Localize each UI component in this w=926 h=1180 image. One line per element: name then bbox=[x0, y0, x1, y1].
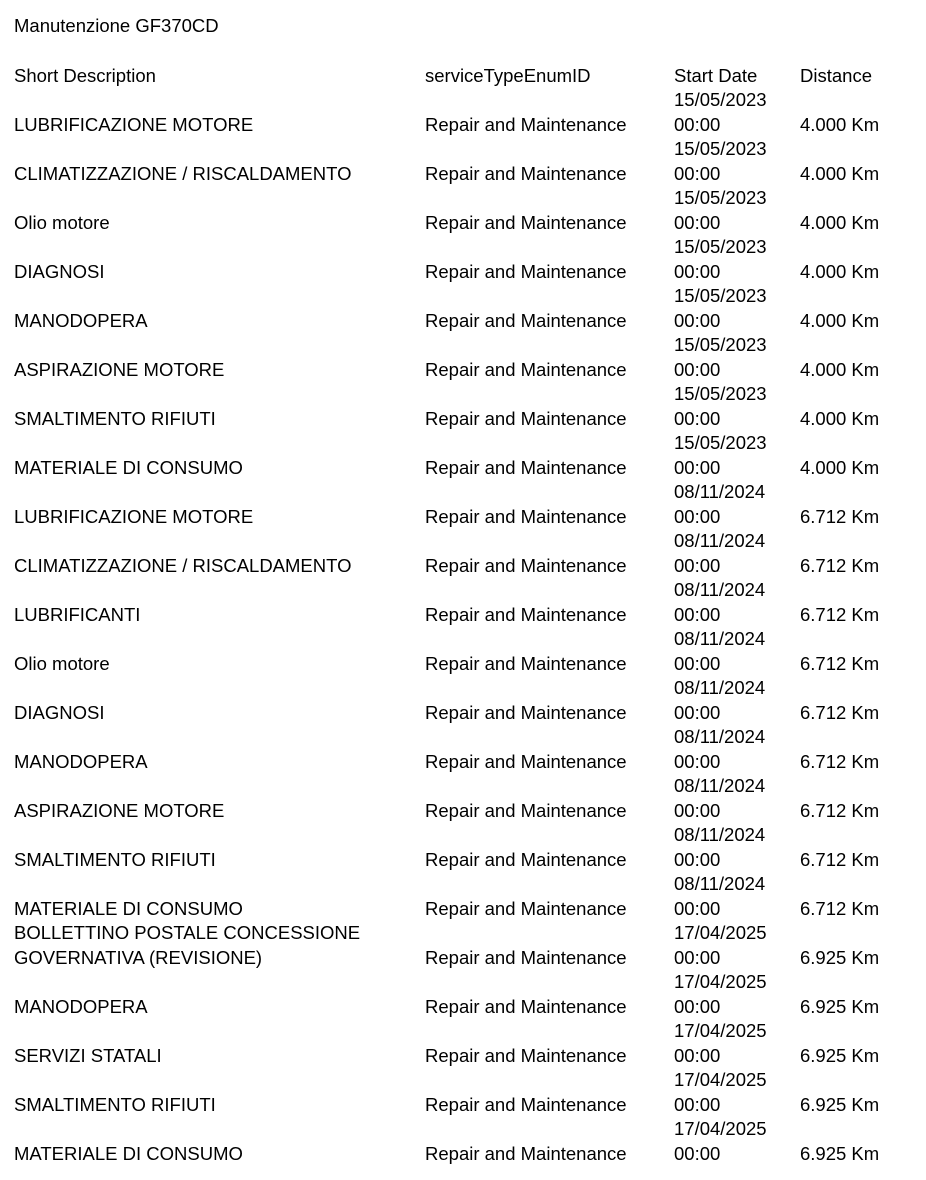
start-date-cell bbox=[674, 284, 767, 333]
table-row bbox=[0, 333, 926, 382]
table-row bbox=[0, 970, 926, 1019]
service-type-cell: Repair and Maintenance bbox=[425, 652, 627, 674]
table-row bbox=[0, 88, 926, 137]
start-date-time: 00:00 bbox=[674, 505, 721, 527]
start-date-time: 00:00 bbox=[674, 1044, 721, 1066]
short-description-line: GOVERNATIVA (REVISIONE) bbox=[14, 946, 263, 968]
start-date-time: 00:00 bbox=[674, 1142, 721, 1164]
start-date-time: 00:00 bbox=[674, 211, 721, 233]
start-date-day: 08/11/2024 bbox=[674, 677, 766, 698]
short-description-cell bbox=[14, 1142, 243, 1167]
short-description-line: SMALTIMENTO RIFIUTI bbox=[14, 1093, 216, 1115]
distance-cell: 4.000 Km bbox=[800, 358, 880, 380]
short-description-line: DIAGNOSI bbox=[14, 260, 105, 282]
start-date-cell bbox=[674, 88, 767, 137]
table-row bbox=[0, 137, 926, 186]
start-date-day: 15/05/2023 bbox=[674, 432, 767, 453]
service-type-cell: Repair and Maintenance bbox=[425, 897, 627, 919]
table-row bbox=[0, 774, 926, 823]
start-date-cell bbox=[674, 529, 765, 578]
start-date-cell bbox=[674, 970, 767, 1019]
start-date-time: 00:00 bbox=[674, 652, 721, 674]
start-date-day: 15/05/2023 bbox=[674, 383, 767, 404]
table-row bbox=[0, 382, 926, 431]
short-description-line: CLIMATIZZAZIONE / RISCALDAMENTO bbox=[14, 162, 352, 184]
start-date-time: 00:00 bbox=[674, 603, 721, 625]
distance-cell: 6.712 Km bbox=[800, 799, 880, 821]
short-description-line: BOLLETTINO POSTALE CONCESSIONE bbox=[14, 922, 361, 943]
service-type-cell: Repair and Maintenance bbox=[425, 1093, 627, 1115]
table-row bbox=[0, 823, 926, 872]
maintenance-table-body bbox=[0, 88, 926, 1166]
service-type-cell: Repair and Maintenance bbox=[425, 946, 627, 968]
start-date-time: 00:00 bbox=[674, 162, 721, 184]
start-date-day: 17/04/2025 bbox=[674, 1118, 767, 1139]
start-date-time: 00:00 bbox=[674, 701, 721, 723]
start-date-day: 17/04/2025 bbox=[674, 1069, 767, 1090]
service-type-cell: Repair and Maintenance bbox=[425, 750, 627, 772]
start-date-day: 08/11/2024 bbox=[674, 579, 766, 600]
short-description-cell bbox=[14, 358, 224, 383]
short-description-line: Olio motore bbox=[14, 211, 110, 233]
short-description-cell bbox=[14, 921, 360, 970]
start-date-cell bbox=[674, 1068, 767, 1117]
start-date-cell bbox=[674, 774, 765, 823]
service-type-cell: Repair and Maintenance bbox=[425, 456, 627, 478]
table-row bbox=[0, 284, 926, 333]
start-date-day: 15/05/2023 bbox=[674, 236, 767, 257]
distance-cell: 4.000 Km bbox=[800, 407, 880, 429]
distance-cell: 6.925 Km bbox=[800, 1093, 880, 1115]
start-date-cell bbox=[674, 235, 767, 284]
start-date-time: 00:00 bbox=[674, 995, 721, 1017]
start-date-day: 08/11/2024 bbox=[674, 530, 766, 551]
start-date-day: 08/11/2024 bbox=[674, 628, 766, 649]
start-date-day: 15/05/2023 bbox=[674, 334, 767, 355]
table-row bbox=[0, 627, 926, 676]
service-type-cell: Repair and Maintenance bbox=[425, 162, 627, 184]
short-description-line: ASPIRAZIONE MOTORE bbox=[14, 799, 225, 821]
short-description-cell bbox=[14, 897, 243, 922]
start-date-day: 15/05/2023 bbox=[674, 138, 767, 159]
service-type-cell: Repair and Maintenance bbox=[425, 554, 627, 576]
short-description-cell bbox=[14, 211, 110, 236]
short-description-line: MANODOPERA bbox=[14, 750, 148, 772]
start-date-time: 00:00 bbox=[674, 358, 721, 380]
short-description-line: MANODOPERA bbox=[14, 995, 148, 1017]
start-date-cell bbox=[674, 431, 767, 480]
start-date-day: 17/04/2025 bbox=[674, 1020, 767, 1041]
short-description-cell bbox=[14, 309, 148, 334]
start-date-cell bbox=[674, 823, 765, 872]
distance-cell: 6.712 Km bbox=[800, 505, 880, 527]
distance-cell: 6.712 Km bbox=[800, 897, 880, 919]
column-header-distance: Distance bbox=[800, 65, 872, 86]
service-type-cell: Repair and Maintenance bbox=[425, 603, 627, 625]
start-date-time: 00:00 bbox=[674, 407, 721, 429]
start-date-day: 08/11/2024 bbox=[674, 726, 766, 747]
service-type-cell: Repair and Maintenance bbox=[425, 407, 627, 429]
service-type-cell: Repair and Maintenance bbox=[425, 995, 627, 1017]
service-type-cell: Repair and Maintenance bbox=[425, 1044, 627, 1066]
start-date-time: 00:00 bbox=[674, 799, 721, 821]
start-date-day: 15/05/2023 bbox=[674, 187, 767, 208]
table-header bbox=[0, 64, 926, 88]
short-description-cell bbox=[14, 750, 148, 775]
table-row bbox=[0, 1117, 926, 1166]
distance-cell: 6.712 Km bbox=[800, 750, 880, 772]
short-description-cell bbox=[14, 1044, 162, 1069]
short-description-line: LUBRIFICAZIONE MOTORE bbox=[14, 113, 254, 135]
short-description-line: LUBRIFICANTI bbox=[14, 603, 141, 625]
service-type-cell: Repair and Maintenance bbox=[425, 358, 627, 380]
table-row bbox=[0, 578, 926, 627]
start-date-day: 17/04/2025 bbox=[674, 922, 767, 943]
short-description-cell bbox=[14, 505, 253, 530]
short-description-cell bbox=[14, 554, 352, 579]
start-date-time: 00:00 bbox=[674, 946, 721, 968]
start-date-cell bbox=[674, 480, 765, 529]
start-date-time: 00:00 bbox=[674, 554, 721, 576]
start-date-day: 08/11/2024 bbox=[674, 775, 766, 796]
short-description-line: MATERIALE DI CONSUMO bbox=[14, 456, 243, 478]
start-date-cell bbox=[674, 627, 765, 676]
distance-cell: 6.925 Km bbox=[800, 946, 880, 968]
table-row bbox=[0, 235, 926, 284]
distance-cell: 6.925 Km bbox=[800, 1044, 880, 1066]
distance-cell: 6.712 Km bbox=[800, 652, 880, 674]
short-description-cell bbox=[14, 995, 148, 1020]
distance-cell: 4.000 Km bbox=[800, 260, 880, 282]
short-description-line: SMALTIMENTO RIFIUTI bbox=[14, 848, 216, 870]
start-date-time: 00:00 bbox=[674, 750, 721, 772]
distance-cell: 4.000 Km bbox=[800, 456, 880, 478]
short-description-cell bbox=[14, 162, 352, 187]
start-date-day: 15/05/2023 bbox=[674, 89, 767, 110]
distance-cell: 6.712 Km bbox=[800, 701, 880, 723]
short-description-cell bbox=[14, 799, 224, 824]
service-type-cell: Repair and Maintenance bbox=[425, 848, 627, 870]
service-type-cell: Repair and Maintenance bbox=[425, 260, 627, 282]
short-description-line: ASPIRAZIONE MOTORE bbox=[14, 358, 225, 380]
table-row bbox=[0, 480, 926, 529]
column-header-service-type: serviceTypeEnumID bbox=[425, 65, 591, 86]
distance-cell: 4.000 Km bbox=[800, 162, 880, 184]
table-row bbox=[0, 1068, 926, 1117]
start-date-day: 15/05/2023 bbox=[674, 285, 767, 306]
service-type-cell: Repair and Maintenance bbox=[425, 701, 627, 723]
short-description-cell bbox=[14, 456, 243, 481]
start-date-time: 00:00 bbox=[674, 113, 721, 135]
short-description-line: CLIMATIZZAZIONE / RISCALDAMENTO bbox=[14, 554, 352, 576]
start-date-cell bbox=[674, 921, 767, 970]
short-description-line: DIAGNOSI bbox=[14, 701, 105, 723]
table-row bbox=[0, 872, 926, 921]
short-description-cell bbox=[14, 1093, 216, 1118]
start-date-time: 00:00 bbox=[674, 456, 721, 478]
short-description-cell bbox=[14, 603, 140, 628]
short-description-cell bbox=[14, 113, 253, 138]
service-type-cell: Repair and Maintenance bbox=[425, 211, 627, 233]
distance-cell: 4.000 Km bbox=[800, 211, 880, 233]
column-header-start-date: Start Date bbox=[674, 65, 758, 86]
start-date-time: 00:00 bbox=[674, 848, 721, 870]
short-description-line: MATERIALE DI CONSUMO bbox=[14, 1142, 243, 1164]
short-description-line: SERVIZI STATALI bbox=[14, 1044, 162, 1066]
start-date-day: 08/11/2024 bbox=[674, 824, 766, 845]
service-type-cell: Repair and Maintenance bbox=[425, 505, 627, 527]
start-date-cell bbox=[674, 1019, 767, 1068]
start-date-cell bbox=[674, 382, 767, 431]
table-row bbox=[0, 1019, 926, 1068]
service-type-cell: Repair and Maintenance bbox=[425, 113, 627, 135]
distance-cell: 6.925 Km bbox=[800, 1142, 880, 1164]
distance-cell: 6.925 Km bbox=[800, 995, 880, 1017]
distance-cell: 6.712 Km bbox=[800, 554, 880, 576]
service-type-cell: Repair and Maintenance bbox=[425, 799, 627, 821]
start-date-time: 00:00 bbox=[674, 260, 721, 282]
table-row bbox=[0, 725, 926, 774]
table-row bbox=[0, 921, 926, 970]
short-description-cell bbox=[14, 701, 104, 726]
start-date-cell bbox=[674, 333, 767, 382]
table-row bbox=[0, 431, 926, 480]
distance-cell: 6.712 Km bbox=[800, 603, 880, 625]
table-row bbox=[0, 186, 926, 235]
short-description-cell bbox=[14, 260, 104, 285]
distance-cell: 4.000 Km bbox=[800, 309, 880, 331]
service-type-cell: Repair and Maintenance bbox=[425, 1142, 627, 1164]
short-description-line: MANODOPERA bbox=[14, 309, 148, 331]
short-description-line: SMALTIMENTO RIFIUTI bbox=[14, 407, 216, 429]
table-row bbox=[0, 529, 926, 578]
short-description-cell bbox=[14, 848, 216, 873]
short-description-line: Olio motore bbox=[14, 652, 110, 674]
start-date-time: 00:00 bbox=[674, 897, 721, 919]
short-description-line: LUBRIFICAZIONE MOTORE bbox=[14, 505, 254, 527]
service-type-cell: Repair and Maintenance bbox=[425, 309, 627, 331]
column-header-short-description: Short Description bbox=[14, 65, 156, 86]
short-description-cell bbox=[14, 407, 216, 432]
start-date-time: 00:00 bbox=[674, 309, 721, 331]
start-date-cell bbox=[674, 578, 765, 627]
start-date-day: 08/11/2024 bbox=[674, 481, 766, 502]
start-date-day: 08/11/2024 bbox=[674, 873, 766, 894]
short-description-cell bbox=[14, 652, 110, 677]
distance-cell: 6.712 Km bbox=[800, 848, 880, 870]
start-date-cell bbox=[674, 186, 767, 235]
distance-cell: 4.000 Km bbox=[800, 113, 880, 135]
start-date-cell bbox=[674, 725, 765, 774]
start-date-time: 00:00 bbox=[674, 1093, 721, 1115]
start-date-cell bbox=[674, 676, 765, 725]
start-date-cell bbox=[674, 872, 765, 921]
page-title: Manutenzione GF370CD bbox=[14, 15, 219, 36]
short-description-line: MATERIALE DI CONSUMO bbox=[14, 897, 243, 919]
start-date-cell bbox=[674, 137, 767, 186]
table-row bbox=[0, 676, 926, 725]
start-date-cell bbox=[674, 1117, 767, 1166]
start-date-day: 17/04/2025 bbox=[674, 971, 767, 992]
